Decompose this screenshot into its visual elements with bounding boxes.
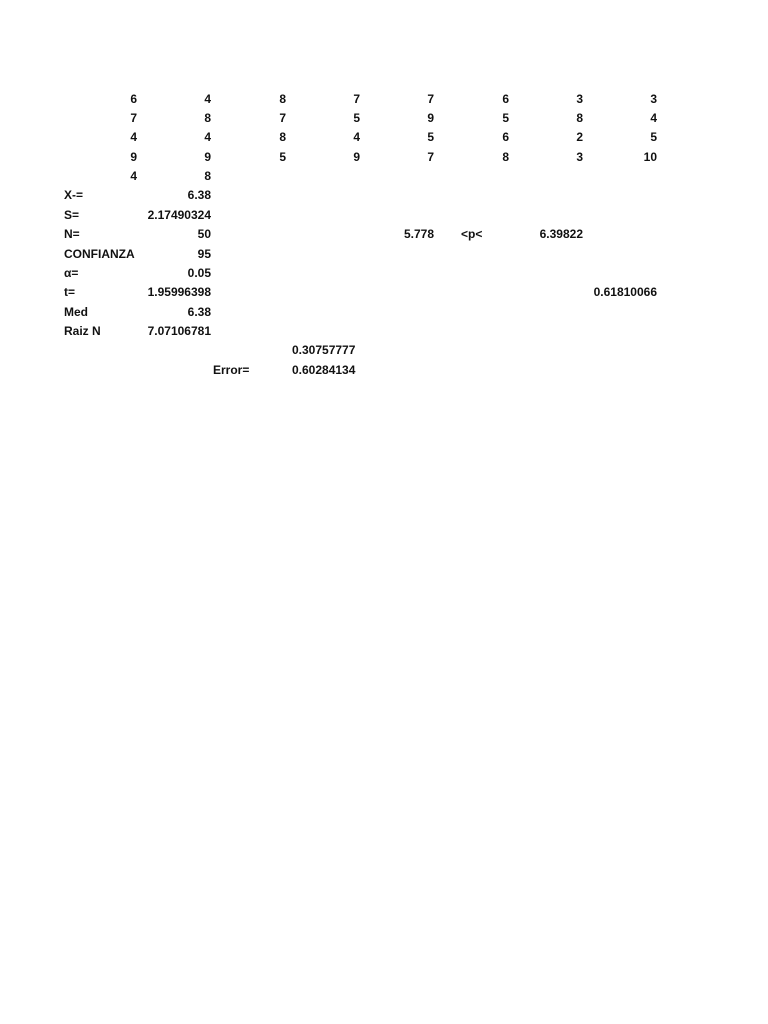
t-side-value: 0.61810066: [593, 285, 657, 299]
grid-cell: 6: [130, 92, 137, 106]
n-label: N=: [64, 227, 80, 241]
alpha-label: α=: [64, 266, 79, 280]
t-value: 1.95996398: [147, 285, 211, 299]
grid-cell: 4: [204, 92, 211, 106]
intermediate-value: 0.30757777: [292, 343, 356, 357]
grid-cell: 3: [650, 92, 657, 106]
grid-cell: 4: [650, 111, 657, 125]
n-value: 50: [197, 227, 211, 241]
error-value: 0.60284134: [292, 363, 356, 377]
median-label: Med: [64, 305, 88, 319]
grid-cell: 4: [130, 169, 137, 183]
sd-value: 2.17490324: [147, 208, 211, 222]
interval-upper: 6.39822: [539, 227, 583, 241]
grid-cell: 5: [427, 130, 434, 144]
grid-cell: 7: [427, 150, 434, 164]
grid-cell: 9: [427, 111, 434, 125]
grid-cell: 3: [576, 150, 583, 164]
grid-cell: 4: [130, 130, 137, 144]
alpha-value: 0.05: [187, 266, 211, 280]
grid-cell: 8: [204, 169, 211, 183]
grid-cell: 9: [130, 150, 137, 164]
grid-cell: 7: [279, 111, 286, 125]
grid-cell: 5: [502, 111, 509, 125]
t-label: t=: [64, 285, 76, 299]
sqrt-n-label: Raiz N: [64, 324, 101, 338]
grid-cell: 2: [576, 130, 583, 144]
grid-cell: 7: [353, 92, 360, 106]
grid-cell: 5: [353, 111, 360, 125]
grid-cell: 5: [279, 150, 286, 164]
mean-value: 6.38: [187, 188, 211, 202]
grid-cell: 7: [130, 111, 137, 125]
grid-cell: 8: [279, 130, 286, 144]
grid-cell: 7: [427, 92, 434, 106]
grid-cell: 5: [650, 130, 657, 144]
grid-cell: 8: [204, 111, 211, 125]
sd-label: S=: [64, 208, 80, 222]
interval-lower: 5.778: [403, 227, 434, 241]
sqrt-n-value: 7.07106781: [147, 324, 211, 338]
median-value: 6.38: [187, 305, 211, 319]
grid-cell: 6: [502, 130, 509, 144]
confidence-label: CONFIANZA: [64, 247, 135, 261]
grid-cell: 10: [643, 150, 657, 164]
grid-cell: 8: [502, 150, 509, 164]
grid-cell: 4: [353, 130, 360, 144]
error-label: Error=: [213, 363, 250, 377]
grid-cell: 6: [502, 92, 509, 106]
mean-label: X-=: [64, 188, 84, 202]
grid-cell: 9: [204, 150, 211, 164]
grid-cell: 3: [576, 92, 583, 106]
grid-cell: 8: [576, 111, 583, 125]
confidence-value: 95: [197, 247, 211, 261]
interval-symbol: <p<: [461, 227, 483, 241]
grid-cell: 9: [353, 150, 360, 164]
grid-cell: 4: [204, 130, 211, 144]
grid-cell: 8: [279, 92, 286, 106]
